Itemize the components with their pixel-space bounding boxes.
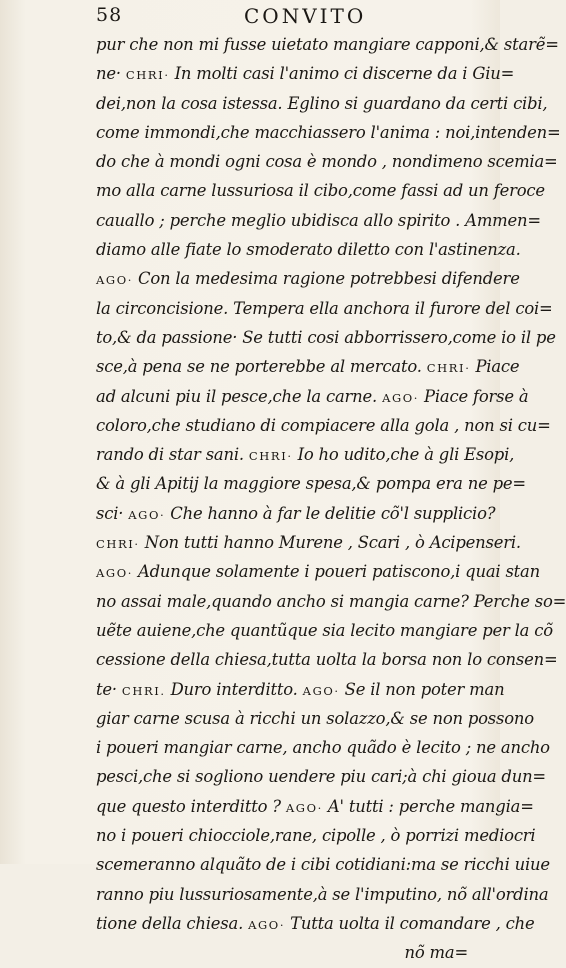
text-line [96, 440, 515, 469]
line-text: sci· [96, 503, 129, 523]
text-line [96, 176, 545, 205]
line-text: ne· [96, 64, 126, 84]
speaker-name: CHRI· [426, 361, 471, 376]
speaker-name: AGO· [248, 917, 286, 932]
speaker-name: CHRI· [125, 68, 170, 83]
line-text: Tutta uolta il comandare , che [285, 913, 535, 933]
speaker-name: AGO· [382, 390, 420, 405]
text-line [96, 235, 521, 264]
speaker-name: AGO· [285, 800, 323, 815]
line-text: Non tutti hanno Murene , Scari , ò Acipenseri. [139, 533, 521, 553]
line-text: Se il non poter man [339, 679, 505, 699]
line-text: tione della chiesa. [96, 913, 249, 933]
line-text: A' tutti : perche mangia= [322, 796, 534, 816]
line-text: uẽte auiene,che quantũque sia lecito mangiare per la cõ [96, 620, 553, 640]
line-text: Io ho udito,che à gli Esopi, [292, 445, 515, 465]
text-line [96, 294, 553, 323]
line-text: come immondi,che macchiassero l'anima : noi,intenden= [96, 122, 561, 142]
line-text: pur che non mi fusse uietato mangiare capponi,& starẽ= [96, 35, 559, 54]
line-text: Piace [470, 357, 520, 377]
text-line [96, 411, 551, 440]
text-line [96, 792, 534, 821]
text-line [96, 352, 520, 381]
line-text: la circoncisione. Tempera ella anchora il furore del coi= [96, 298, 553, 318]
text-line [96, 264, 520, 293]
line-text: & à gli Apitij la maggiore spesa,& pompa era ne pe= [96, 474, 526, 494]
line-text: diamo alle fiate lo smoderato diletto con l'astinenza. [96, 240, 521, 260]
text-line [96, 704, 534, 733]
speaker-name: AGO· [96, 273, 133, 288]
text-line [96, 587, 566, 616]
line-text: no i poueri chiocciole,rane, cipolle , ò porrizi mediocri [96, 826, 536, 846]
line-text: Piace forse à [419, 386, 529, 406]
line-text: do che à mondi ogni cosa è mondo , nondimeno scemia= [96, 152, 558, 172]
speaker-name: AGO· [302, 683, 340, 698]
text-line [96, 880, 549, 909]
text-line [96, 469, 526, 498]
line-text: scemeranno alquãto de i cibi cotidiani:ma se ricchi uiue [96, 855, 550, 875]
line-text: cessione della chiesa,tutta uolta la borsa non lo consen= [96, 650, 558, 670]
text-line [96, 206, 541, 235]
line-text: giar carne scusa à ricchi un solazzo,& se non possono [96, 708, 534, 728]
text-line [96, 89, 548, 118]
line-text: In molti casi l'animo ci discerne da i Giu= [169, 64, 515, 84]
line-text: ad alcuni piu il pesce,che la carne. [96, 386, 383, 406]
line-text: pesci,che si sogliono uendere piu cari;à chi gioua dun= [96, 767, 546, 787]
line-text: coloro,che studiano di compiacere alla gola , non si cu= [96, 415, 551, 435]
speaker-name: CHRI. [121, 683, 166, 698]
page-number: 58 [96, 4, 123, 26]
text-line [96, 821, 536, 850]
catchword [96, 938, 488, 967]
running-title: CONVITO [244, 4, 367, 28]
body-text [96, 30, 566, 968]
text-line [96, 675, 505, 704]
text-line [96, 733, 550, 762]
text-line [96, 909, 535, 938]
line-text: Con la medesima ragione potrebbesi difendere [132, 269, 520, 289]
text-line [96, 762, 546, 791]
text-line [96, 557, 540, 586]
text-line [96, 59, 515, 88]
line-text: mo alla carne lussuriosa il cibo,come fassi ad un feroce [96, 181, 545, 201]
line-text: sce,à pena se ne porterebbe al mercato. [96, 357, 427, 377]
text-line [96, 323, 556, 352]
line-text: que questo interditto ? [96, 796, 286, 816]
speaker-name: AGO· [128, 507, 166, 522]
line-text: Duro interditto. [165, 679, 303, 699]
text-line [96, 382, 529, 411]
text-line [96, 645, 558, 674]
line-text: Che hanno à far le delitie cõ'l supplicio? [165, 503, 496, 523]
line-text: ranno piu lussuriosamente,à se l'imputino, nõ all'ordina [96, 884, 549, 904]
speaker-name: CHRI· [96, 537, 140, 552]
line-text: no assai male,quando ancho si mangia carne? Perche so= [96, 591, 566, 611]
text-line [96, 499, 496, 528]
line-text: te· [96, 679, 122, 699]
line-text: cauallo ; perche meglio ubidisca allo spirito . Ammen= [96, 210, 541, 230]
speaker-name: AGO· [96, 566, 133, 581]
text-line [96, 850, 550, 879]
text-line [96, 118, 561, 147]
line-text: to,& da passione· Se tutti cosi abborrissero,come io il pe [96, 327, 556, 347]
line-text: Adunque solamente i poueri patiscono,i quai stan [132, 562, 540, 582]
line-text: i poueri mangiar carne, ancho quãdo è lecito ; ne ancho [96, 738, 550, 758]
line-text: dei,non la cosa istessa. Eglino si guardano da certi cibi, [96, 93, 548, 113]
text-line [96, 147, 558, 176]
line-text: rando di star sani. [96, 445, 249, 465]
page-header [96, 4, 486, 30]
speaker-name: CHRI· [248, 449, 293, 464]
text-line [96, 30, 559, 59]
text-line [96, 616, 553, 645]
line-text: nõ ma= [404, 943, 468, 963]
text-line [96, 528, 521, 557]
